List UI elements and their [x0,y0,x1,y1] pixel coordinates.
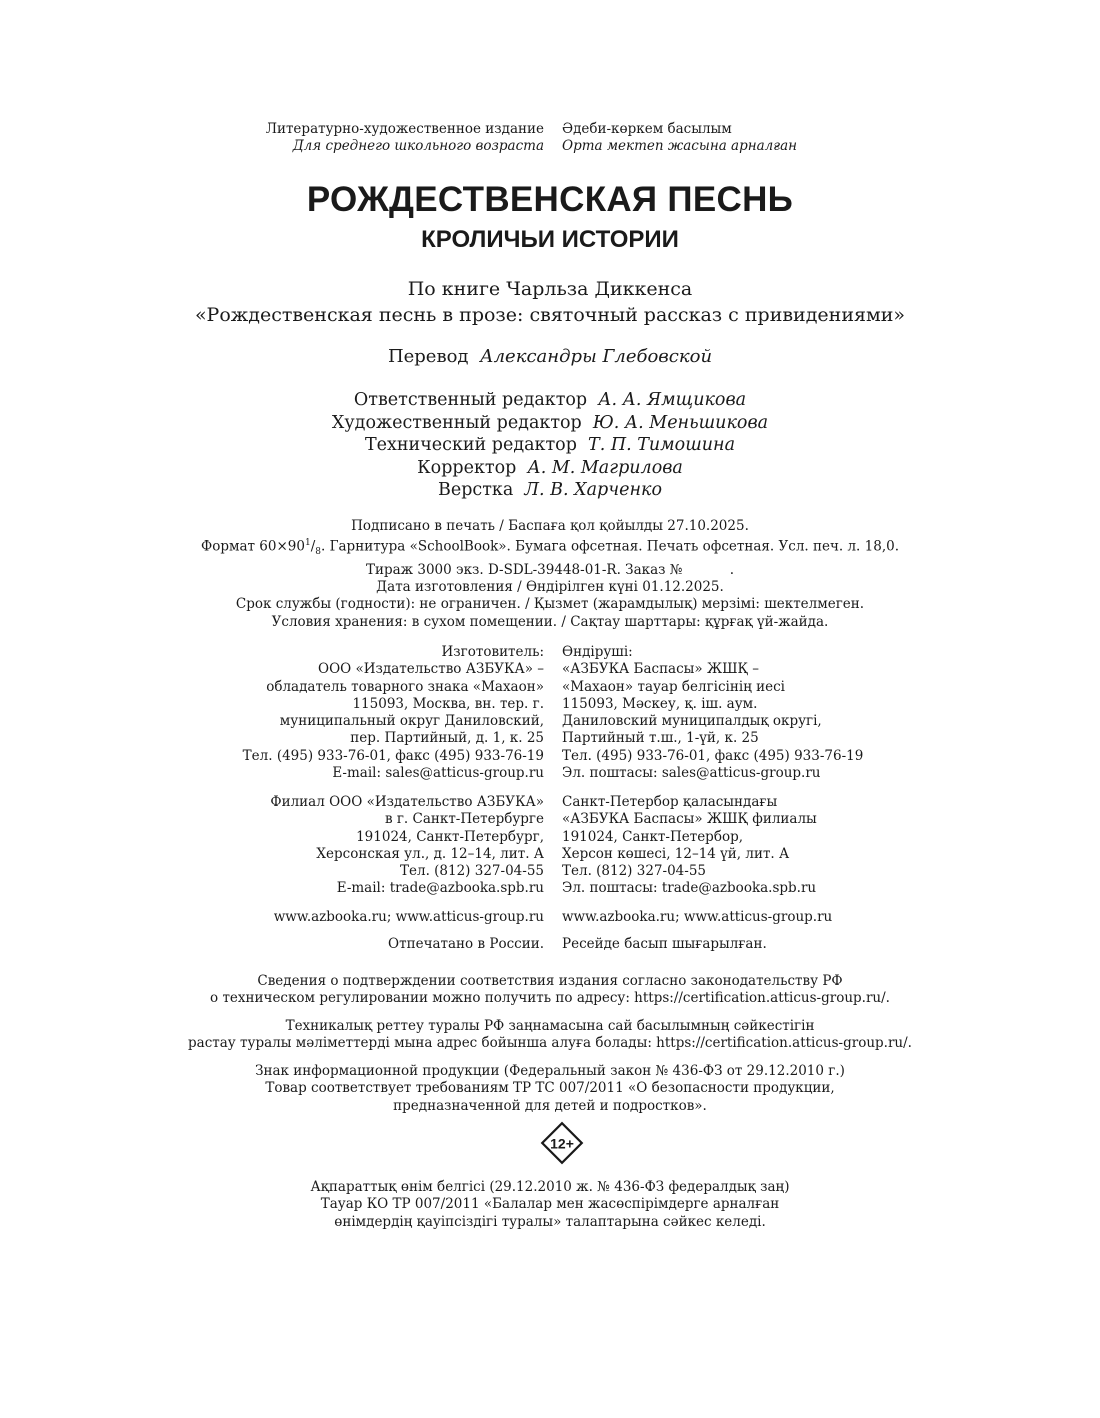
signed-to-print: Подписано в печать / Баспаға қол қойылды 27.10.2025. [351,518,749,534]
address-line: Тел. (495) 933-76-01, факс (495) 933-76-19 [562,747,864,764]
address-line: муниципальный округ Даниловский, [279,713,544,730]
address-line: Өндіруші: [562,644,633,660]
manufacturer-kz [553,644,1100,782]
staff-credits [0,389,1100,502]
address-line: Партийный т.ш., 1-үй, к. 25 [562,730,759,747]
address-line: Херсонская ул., д. 12–14, лит. А [316,845,544,862]
format-prefix: Формат 60×90 [201,538,305,555]
staff-row [0,457,1100,480]
text-line: растау туралы мәліметтерді мына адрес бойынша алуға болады: https://certification.atticus-group.ru/. [188,1035,912,1052]
address-line: в г. Санкт-Петербурге [384,811,544,828]
address-line: «АЗБУКА Баспасы» ЖШҚ филиалы [562,811,817,828]
address-line: обладатель товарного знака «Махаон» [266,678,544,695]
address-line: Тел. (812) 327-04-55 [562,863,706,880]
address-line: Даниловский муниципалдық округі, [562,713,822,730]
format-line: Формат $60\times 90^1/_8$. Гарнитура «SchoolBook». Бумага офсетная. Печать офсетная. Усл. печ. л. 18,0. [201,538,899,558]
edition-header [0,121,1100,155]
address-line: Херсон көшесі, 12–14 үй, лит. А [562,845,790,862]
book-title: РОЖДЕСТВЕНСКАЯ ПЕСНЬ [306,180,794,219]
age-audience-kz: Орта мектеп жасына арналған [562,138,798,154]
address-line: Тел. (495) 933-76-01, факс (495) 933-76-19 [242,747,544,764]
age-rating-badge [540,1121,584,1165]
staff-row [0,412,1100,435]
address-line: ООО «Издательство АЗБУКА» – [318,661,544,678]
staff-name: Т. П. Тимошина [588,435,736,455]
address-line: 115093, Москва, вн. тер. г. [352,695,544,712]
certification-kz [0,1018,1100,1053]
staff-name: Л. В. Харченко [524,480,662,500]
print-run: Тираж 3000 экз. D-SDL-39448-01-R. Заказ № . [365,561,735,578]
address-line: Санкт-Петербор қаласындағы [562,794,778,810]
branch-kz [553,794,1100,898]
staff-role: Художественный редактор [331,412,582,433]
age-audience-ru: Для среднего школьного возраста [292,138,544,154]
translation-credit [0,346,1100,367]
address-line: Эл. поштасы: trade@azbooka.spb.ru [562,880,817,897]
address-line: «АЗБУКА Баспасы» ЖШҚ – [562,661,760,678]
staff-row [0,434,1100,457]
staff-role: Корректор [417,457,517,478]
address-line: E-mail: sales@atticus-group.ru [332,765,544,782]
text-line: Знак информационной продукции (Федеральный закон № 436-ФЗ от 29.12.2010 г.) [255,1063,845,1079]
text-line: Техникалық реттеу туралы РФ заңнамасына сай басылымның сәйкестігін [285,1018,815,1034]
printed-in-ru: Отпечатано в России. [388,936,544,952]
staff-role: Технический редактор [364,435,577,455]
translator-name: Александры Глебовской [479,346,713,367]
text-line: предназначенной для детей и подростков». [393,1097,707,1114]
book-subtitle: КРОЛИЧЬИ ИСТОРИИ [421,226,679,253]
age-rating-text: 12+ [550,1135,574,1152]
staff-name: А. М. Магрилова [527,457,683,478]
websites [0,909,1100,926]
info-product-law-kz [0,1179,1100,1231]
shelf-life: Срок службы (годности): не ограничен. / Қызмет (жарамдылық) мерзімі: шектелмеген. [235,596,865,613]
printed-in-kz: Ресейде басып шығарылған. [562,936,767,952]
age-rating-icon [540,1121,584,1165]
technical-specs [0,518,1100,631]
text-line: Сведения о подтверждении соответствия издания согласно законодательству РФ [257,973,843,989]
certification-ru [0,973,1100,1008]
address-line: Эл. поштасы: sales@atticus-group.ru [562,765,821,782]
manufacturer-ru [0,644,553,782]
branch-ru [0,794,553,898]
format-suffix: . Гарнитура «SchoolBook». Бумага офсетная. Печать офсетная. Усл. печ. л. 18,0. [320,538,899,555]
edition-type-kz: Әдеби-көркем басылым [562,121,732,137]
websites-kz: www.azbooka.ru; www.atticus-group.ru [562,909,833,925]
staff-role: Ответственный редактор [353,390,588,410]
address-line: 115093, Мәскеу, қ. іш. аум. [562,695,758,712]
address-line: пер. Партийный, д. 1, к. 25 [350,730,544,747]
source-author-line: По книге Чарльза Диккенса [407,278,693,300]
staff-role: Верстка [438,480,514,500]
staff-row [0,389,1100,412]
text-line: Товар соответствует требованиям ТР ТС 007/2011 «О безопасности продукции, [265,1080,835,1097]
manufacture-date: Дата изготовления / Өндірілген күні 01.12.2025. [376,579,724,596]
staff-row [0,479,1100,502]
format-denominator: 8 [315,547,321,558]
address-line: «Махаон» тауар белгісінің иесі [562,678,786,695]
source-title-line: «Рождественская песнь в прозе: святочный рассказ с привидениями» [194,304,906,326]
address-line: Тел. (812) 327-04-55 [400,863,544,880]
manufacturer-block [0,644,1100,782]
address-line: 191024, Санкт-Петербург, [356,828,544,845]
info-product-law-ru [0,1063,1100,1115]
printed-in [0,936,1100,953]
websites-ru: www.azbooka.ru; www.atticus-group.ru [273,909,544,925]
edition-type-ru: Литературно-художественное издание [265,121,544,137]
translation-label: Перевод [387,346,469,367]
address-line: E-mail: trade@azbooka.spb.ru [336,880,544,897]
text-line: Ақпараттық өнім белгісі (29.12.2010 ж. № 436-ФЗ федералдық заң) [310,1179,790,1195]
staff-name: А. А. Ямщикова [598,390,747,410]
text-line: өнімдердің қауіпсіздігі туралы» талаптарына сәйкес келеді. [334,1213,766,1230]
format-numerator: 1 [304,538,311,549]
source-credit [0,276,1100,328]
address-line: Филиал ООО «Издательство АЗБУКА» [270,794,544,810]
branch-block [0,794,1100,898]
text-line: о техническом регулировании можно получить по адресу: https://certification.atticus-group.ru/. [210,990,890,1007]
address-line: Изготовитель: [441,644,544,660]
staff-name: Ю. А. Меньшикова [592,412,769,433]
storage-conditions: Условия хранения: в сухом помещении. / Сақтау шарттары: құрғақ үй-жайда. [271,613,829,630]
text-line: Тауар КО ТР 007/2011 «Балалар мен жасөспірімдерге арналған [320,1196,780,1213]
address-line: 191024, Санкт-Петербор, [562,828,744,845]
